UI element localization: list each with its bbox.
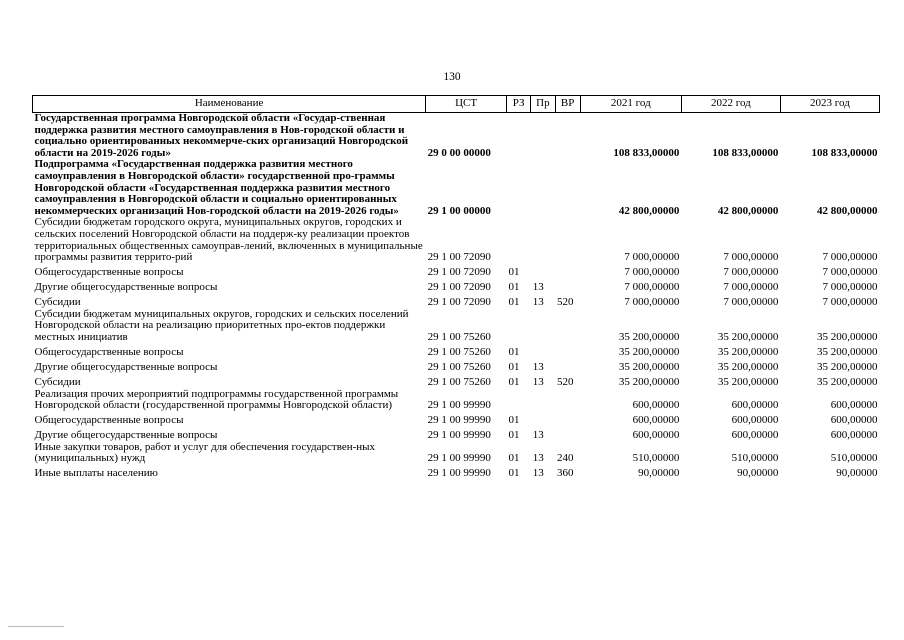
row-cst: 29 1 00 72090	[427, 281, 491, 294]
row-vr: 520	[557, 296, 574, 309]
row-name: Иные закупки товаров, работ и услуг для обеспечения государствен-ных (муниципальных) нужд	[34, 440, 376, 465]
row-vr	[555, 344, 580, 359]
row-2022: 7 000,00000	[723, 296, 779, 309]
row-2023: 35 200,00000	[817, 375, 878, 388]
row-2023: 35 200,00000	[817, 360, 878, 373]
row-name: Субсидии бюджетам городского округа, муниципальных округов, городских и сельских поселений Новгородской области на поддерж-ку реализации проектов территориальных общественных самоуправ-лений, включенных в муниципальные программы развития террито-рий	[34, 216, 423, 264]
row-2021: 35 200,00000	[618, 345, 680, 358]
row-2022: 510,00000	[731, 452, 779, 465]
table-row	[33, 359, 880, 374]
row-2021: 7 000,00000	[624, 266, 680, 279]
row-rz: 01	[508, 345, 520, 358]
row-rz	[507, 217, 531, 263]
table-row	[33, 427, 880, 442]
row-cst: 29 1 00 99990	[427, 452, 491, 465]
table-row	[33, 294, 880, 309]
table-row	[33, 344, 880, 359]
row-name: Общегосударственные вопросы	[34, 414, 184, 427]
row-cst: 29 1 00 99990	[427, 429, 491, 442]
header-pr: Пр	[531, 96, 555, 113]
row-2022: 600,00000	[731, 414, 779, 427]
header-2022: 2022 год	[681, 96, 780, 113]
row-cst: 29 1 00 75260	[427, 330, 491, 343]
row-vr	[555, 359, 580, 374]
row-pr: 13	[532, 467, 544, 480]
row-name: Государственная программа Новгородской области «Государ-ственная поддержка развития местного самоуправления в Нов-городской области и социально ориентированных некоммерче-ских организаций Новгородской области на 2019-2026 годы»	[34, 112, 409, 159]
row-2023: 7 000,00000	[822, 251, 878, 264]
row-2022: 600,00000	[731, 399, 779, 412]
row-2023: 7 000,00000	[822, 281, 878, 294]
row-name: Другие общегосударственные вопросы	[34, 360, 218, 373]
footer-divider	[8, 626, 64, 627]
table-row	[33, 412, 880, 427]
row-vr	[555, 389, 580, 412]
row-2023: 600,00000	[830, 429, 878, 442]
row-vr	[555, 412, 580, 427]
row-name: Реализация прочих мероприятий подпрограммы государственной программы Новгородской области (государственной программы Новгородской области)	[34, 387, 399, 412]
table-row	[33, 309, 880, 344]
row-pr: 13	[532, 360, 544, 373]
row-cst: 29 1 00 99990	[427, 414, 491, 427]
row-2023: 35 200,00000	[817, 330, 878, 343]
row-cst: 29 1 00 75260	[427, 360, 491, 373]
row-2021: 510,00000	[632, 452, 680, 465]
row-pr	[531, 264, 555, 279]
row-rz: 01	[508, 375, 520, 388]
row-2021: 35 200,00000	[618, 360, 680, 373]
row-cst: 29 1 00 72090	[427, 251, 491, 264]
row-cst: 29 1 00 72090	[427, 266, 491, 279]
row-name: Другие общегосударственные вопросы	[34, 429, 218, 442]
row-2021: 35 200,00000	[618, 330, 680, 343]
row-pr: 13	[532, 281, 544, 294]
row-2022: 90,00000	[737, 467, 779, 480]
row-vr: 360	[557, 467, 574, 480]
row-2022: 42 800,00000	[717, 204, 779, 217]
row-rz: 01	[508, 296, 520, 309]
row-vr: 240	[557, 452, 574, 465]
row-2021: 35 200,00000	[618, 375, 680, 388]
row-rz: 01	[508, 281, 520, 294]
row-pr: 13	[532, 452, 544, 465]
row-2023: 42 800,00000	[817, 204, 878, 217]
row-pr	[531, 113, 555, 160]
table-header-row	[33, 96, 880, 113]
row-rz: 01	[508, 266, 520, 279]
row-name: Общегосударственные вопросы	[34, 266, 184, 279]
row-2023: 510,00000	[830, 452, 878, 465]
row-rz: 01	[508, 452, 520, 465]
row-pr: 13	[532, 296, 544, 309]
row-2023: 35 200,00000	[817, 345, 878, 358]
row-cst: 29 1 00 99990	[427, 399, 491, 412]
row-2021: 7 000,00000	[624, 251, 680, 264]
row-vr: 520	[557, 375, 574, 388]
row-2023: 90,00000	[836, 467, 878, 480]
row-vr	[555, 427, 580, 442]
row-2021: 7 000,00000	[624, 281, 680, 294]
row-pr	[531, 309, 555, 344]
row-cst: 29 0 00 00000	[427, 146, 491, 159]
row-rz	[507, 159, 531, 217]
row-pr	[531, 344, 555, 359]
row-2023: 600,00000	[830, 399, 878, 412]
row-vr	[555, 217, 580, 263]
row-pr	[531, 389, 555, 412]
row-2023: 600,00000	[830, 414, 878, 427]
header-2021: 2021 год	[580, 96, 681, 113]
table-row	[33, 374, 880, 389]
row-2022: 35 200,00000	[717, 330, 779, 343]
row-rz	[507, 309, 531, 344]
table-row	[33, 217, 880, 263]
row-name: Другие общегосударственные вопросы	[34, 281, 218, 294]
header-name: Наименование	[33, 96, 426, 113]
row-cst: 29 1 00 00000	[427, 204, 491, 217]
row-pr: 13	[532, 375, 544, 388]
table-row	[33, 264, 880, 279]
row-2022: 600,00000	[731, 429, 779, 442]
page-number: 130	[443, 71, 461, 83]
header-2023: 2023 год	[780, 96, 879, 113]
row-2022: 35 200,00000	[717, 345, 779, 358]
row-name: Иные выплаты населению	[34, 467, 158, 480]
row-2023: 7 000,00000	[822, 296, 878, 309]
row-cst: 29 1 00 72090	[427, 296, 491, 309]
row-pr: 13	[532, 429, 544, 442]
row-cst: 29 1 00 75260	[427, 375, 491, 388]
row-2022: 108 833,00000	[712, 146, 779, 159]
header-rz: РЗ	[507, 96, 531, 113]
row-rz	[507, 389, 531, 412]
row-cst: 29 1 00 75260	[427, 345, 491, 358]
table-row	[33, 465, 880, 480]
row-2021: 600,00000	[632, 429, 680, 442]
row-pr	[531, 412, 555, 427]
row-name: Подпрограмма «Государственная поддержка развития местного самоуправления в Новгородской области» государственной про-граммы Новгородской области «Государственная поддержка развития местного самоуправления в Новгородской области и социально ориентированных некоммерческих организаций Нов-городской области на 2019-2026 годы»	[34, 158, 399, 217]
table-row	[33, 389, 880, 412]
table-row	[33, 113, 880, 160]
row-2022: 7 000,00000	[723, 266, 779, 279]
row-2022: 35 200,00000	[717, 375, 779, 388]
row-rz: 01	[508, 467, 520, 480]
row-vr	[555, 113, 580, 160]
row-2023: 108 833,00000	[811, 146, 878, 159]
table-row	[33, 159, 880, 217]
row-rz: 01	[508, 414, 520, 427]
row-2021: 108 833,00000	[613, 146, 680, 159]
row-pr	[531, 159, 555, 217]
budget-table	[32, 95, 880, 480]
row-name: Субсидии бюджетам муниципальных округов, городских и сельских поселений Новгородской области на реализацию приоритетных про-ектов поддержки местных инициатив	[34, 307, 409, 343]
row-rz: 01	[508, 429, 520, 442]
row-pr	[531, 217, 555, 263]
row-2023: 7 000,00000	[822, 266, 878, 279]
row-rz	[507, 113, 531, 160]
row-2021: 600,00000	[632, 414, 680, 427]
row-2021: 600,00000	[632, 399, 680, 412]
row-vr	[555, 279, 580, 294]
row-cst: 29 1 00 99990	[427, 467, 491, 480]
row-2021: 90,00000	[638, 467, 680, 480]
row-name: Общегосударственные вопросы	[34, 345, 184, 358]
row-2022: 7 000,00000	[723, 281, 779, 294]
row-name: Субсидии	[34, 296, 81, 309]
row-vr	[555, 159, 580, 217]
header-cst: ЦСТ	[426, 96, 507, 113]
row-vr	[555, 264, 580, 279]
row-name: Субсидии	[34, 375, 81, 388]
table-row	[33, 279, 880, 294]
row-2022: 7 000,00000	[723, 251, 779, 264]
row-2022: 35 200,00000	[717, 360, 779, 373]
row-2021: 42 800,00000	[618, 204, 680, 217]
header-vr: ВР	[555, 96, 580, 113]
row-vr	[555, 309, 580, 344]
table-row	[33, 442, 880, 465]
row-rz: 01	[508, 360, 520, 373]
row-2021: 7 000,00000	[624, 296, 680, 309]
